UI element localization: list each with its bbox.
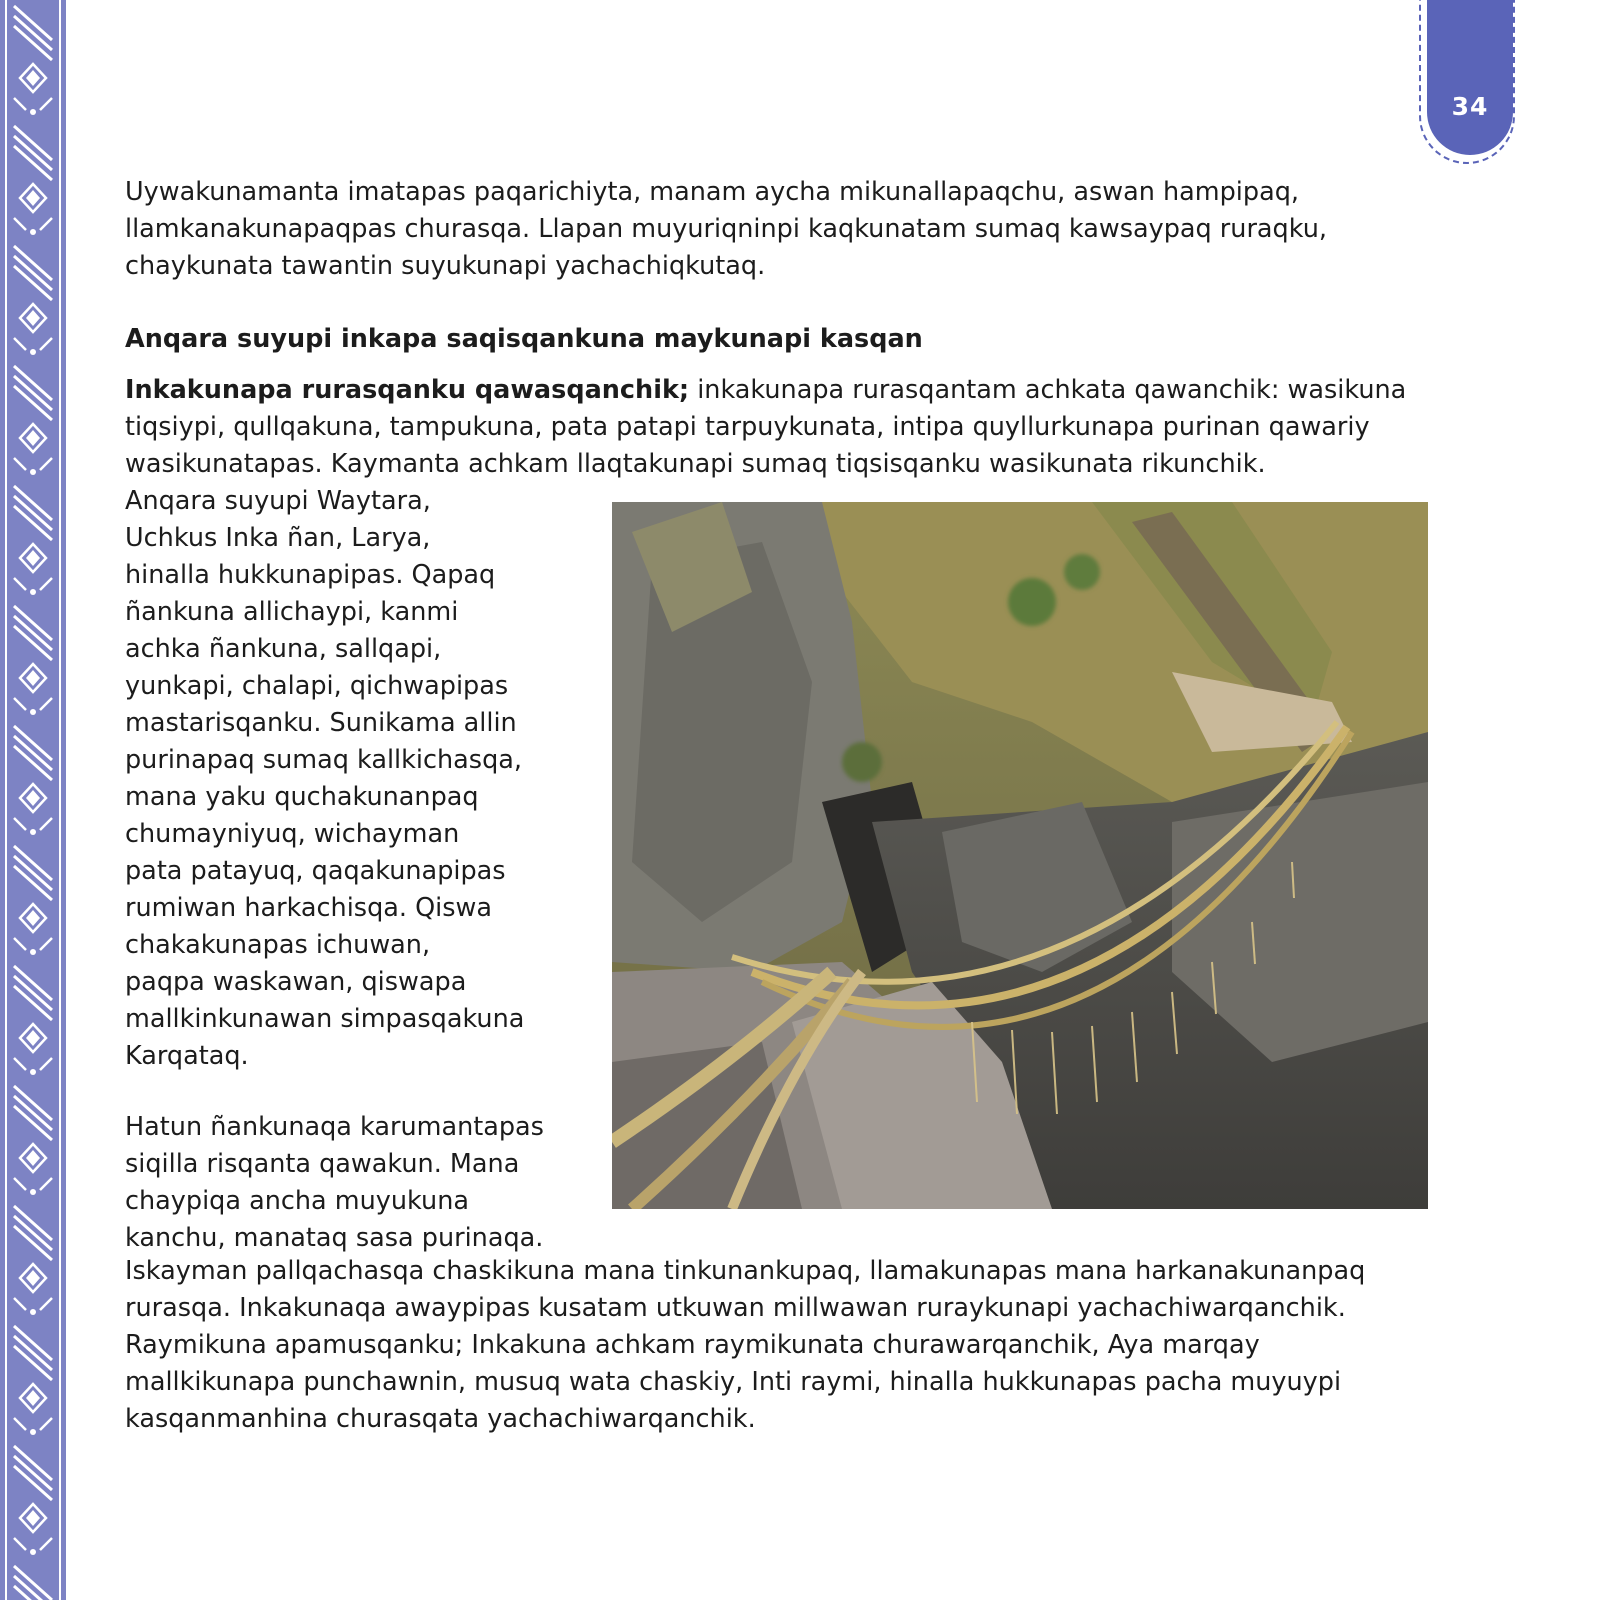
side-line: chaypiqa ancha muyukuna — [125, 1186, 469, 1216]
side-line: purinapaq sumaq kallkichasqa, — [125, 745, 522, 775]
side-line: Uchkus Inka ñan, Larya, — [125, 523, 431, 553]
side-line: hinalla hukkunapipas. Qapaq — [125, 560, 496, 590]
page-number-tab-outline — [1419, 0, 1515, 164]
section-heading: Anqara suyupi inkapa saqisqankuna maykunapi kasqan — [125, 324, 923, 354]
side-line: rumiwan harkachisqa. Qiswa — [125, 893, 493, 923]
side-line: siqilla risqanta qawakun. Mana — [125, 1149, 520, 1179]
rope-bridge-icon — [612, 502, 1428, 1209]
side-line: chumayniyuq, wichayman — [125, 819, 460, 849]
side-line: mana yaku quchakunanpaq — [125, 782, 479, 812]
side-line: kanchu, manataq sasa purinaqa. — [125, 1223, 544, 1253]
side-line: pata patayuq, qaqakunapipas — [125, 856, 506, 886]
side-line: yunkapi, chalapi, qichwapipas — [125, 671, 509, 701]
side-paragraph — [125, 483, 595, 1075]
side-line: ñankuna allichaypi, kanmi — [125, 597, 459, 627]
final-paragraph: Iskayman pallqachasqa chaskikuna mana tinkunankupaq, llamakunapas mana harkanakunanpaq rurasqa. Inkakunaqa awaypipas kusatam utkuwan millwawan ruraykunapi yachachiwarqanchik. Raymikuna apamusqanku; Inkakuna achkam raymikunata churawarqanchik, Aya marqay mallkikunapa punchawnin, musuq wata chaskiy, Inti raymi, hinalla hukkunapas pacha muyuypi kasqanmanhina churasqata yachachiwarqanchik. — [125, 1256, 1366, 1434]
decorative-border — [0, 0, 66, 1600]
side-line: Hatun ñankunaqa karumantapas — [125, 1112, 544, 1142]
side-line: chakakunapas ichuwan, — [125, 930, 431, 960]
lead-rest: inkakunapa rurasqantam achkata qawanchik: wasikuna tiqsiypi, qullqakuna, tampukuna, pata patapi tarpuykunata, intipa quyllurkunapa purinan qawariy wasikunatapas. Kaymanta achkam llaqtakunapi sumaq tiqsisqanku wasikunata rikunchik. — [125, 375, 1407, 479]
side-line: mallkinkunawan simpasqakuna — [125, 1004, 525, 1034]
side-paragraph-2 — [125, 1109, 595, 1257]
woven-pattern-icon — [0, 0, 66, 1600]
intro-paragraph: Uywakunamanta imatapas paqarichiyta, manam aycha mikunallapaqchu, aswan hampipaq, llamkanakunapaqpas churasqa. Llapan muyuriqninpi kaqkunatam sumaq kawsaypaq ruraqku, chaykunata tawantin suyukunapi yachachiqkutaq. — [125, 177, 1327, 281]
side-line: Anqara suyupi Waytara, — [125, 486, 431, 516]
side-line: Karqataq. — [125, 1041, 249, 1071]
lead-paragraph — [125, 372, 1445, 483]
side-line: achka ñankuna, sallqapi, — [125, 634, 442, 664]
rope-bridge-photo — [612, 502, 1428, 1209]
lead-bold: Inkakunapa rurasqanku qawasqanchik; — [125, 375, 690, 405]
page-number: 34 — [1451, 92, 1489, 121]
side-line: mastarisqanku. Sunikama allin — [125, 708, 517, 738]
side-line: paqpa waskawan, qiswapa — [125, 967, 467, 997]
